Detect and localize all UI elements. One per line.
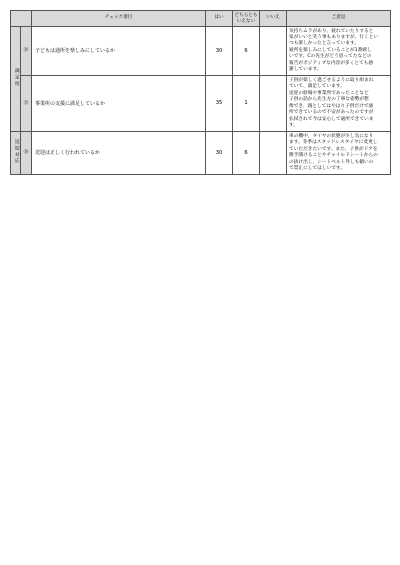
category-label: 満足度	[13, 68, 19, 87]
row-yes: 30	[206, 132, 233, 175]
row-neither: 1	[233, 76, 260, 132]
header-comments: ご意見	[287, 11, 391, 27]
row-item: 事業所の支援に満足しているか	[32, 76, 206, 132]
header-neither-label: どちらとも いえない	[234, 13, 258, 24]
comment-line: 像でき、親としてはやはり子供だけで通	[289, 103, 374, 109]
row-yes: 30	[206, 27, 233, 76]
row-no	[260, 76, 287, 132]
table-row	[11, 27, 391, 76]
header-blank	[11, 11, 32, 27]
row-comments	[287, 132, 391, 175]
header-no: いいえ	[260, 11, 287, 27]
row-neither: 6	[233, 27, 260, 76]
row-neither: 6	[233, 132, 260, 175]
comment-line: 所できているので不安があったのですが	[289, 110, 374, 116]
comment-line: 気持ちムラがあり、疲れていたりすると	[289, 28, 374, 34]
header-item: チェック項目	[32, 11, 206, 27]
row-item: 送迎は正しく行われているか	[32, 132, 206, 175]
comment-line: 車の機中、タイヤの状態が少し気になり	[289, 133, 374, 139]
comment-line: 勝手開けることやチャイルドシートからの	[289, 153, 378, 159]
comment-line: 子供の話から先生方の丁寧な姿勢が想	[289, 97, 369, 103]
comment-line: 送迎の駐場や事業所であったことなど	[289, 90, 369, 96]
row-no	[260, 132, 287, 175]
comment-line: 報告がポジティブな内容が多くとても感	[289, 60, 374, 66]
table-row	[11, 76, 391, 132]
row-no	[260, 27, 287, 76]
comment-line: ます。冬季はスタッドレスタイヤに変更し	[289, 140, 378, 146]
category-satisfaction	[11, 27, 21, 132]
comment-line: す。	[289, 123, 298, 129]
row-yes: 35	[206, 76, 233, 132]
comment-line: 通所を楽しみにしていることが1番嬉し	[289, 47, 372, 53]
row-number: ⑮	[21, 76, 32, 132]
row-number: ⑯	[21, 132, 32, 175]
comment-line: の抜け出し、シートベルト外しも頼いの	[289, 159, 374, 165]
survey-table	[10, 10, 391, 175]
row-comments	[287, 76, 391, 132]
comment-line: ていて、満足しています。	[289, 84, 345, 90]
comment-line: ていただきたいです。また、子供がドアを	[289, 146, 378, 152]
header-row	[11, 11, 391, 27]
category-transport	[11, 132, 21, 175]
comment-line: 謝しています。	[289, 67, 322, 73]
header-yes: はい	[206, 11, 233, 27]
table-row	[11, 132, 391, 175]
header-neither	[233, 11, 260, 27]
comment-line: つも楽しかったと言っています。	[289, 41, 359, 47]
comment-line: で禁止にしてほしいです。	[289, 166, 345, 172]
comment-line: 家がいいと笑う事もありますが、行くとい	[289, 34, 379, 40]
row-item: 子どもは通所を楽しみにしているか	[32, 27, 206, 76]
comment-line: いです。Cの先生がどう思ってたなどの	[289, 54, 372, 60]
category-label: 送迎対応	[13, 139, 19, 165]
comment-line: 子供が楽しく過ごせるように取り組まれ	[289, 77, 374, 83]
row-comments	[287, 27, 391, 76]
comment-line: 払拭されて今は安心して通所できていま	[289, 116, 374, 122]
row-number: ⑭	[21, 27, 32, 76]
